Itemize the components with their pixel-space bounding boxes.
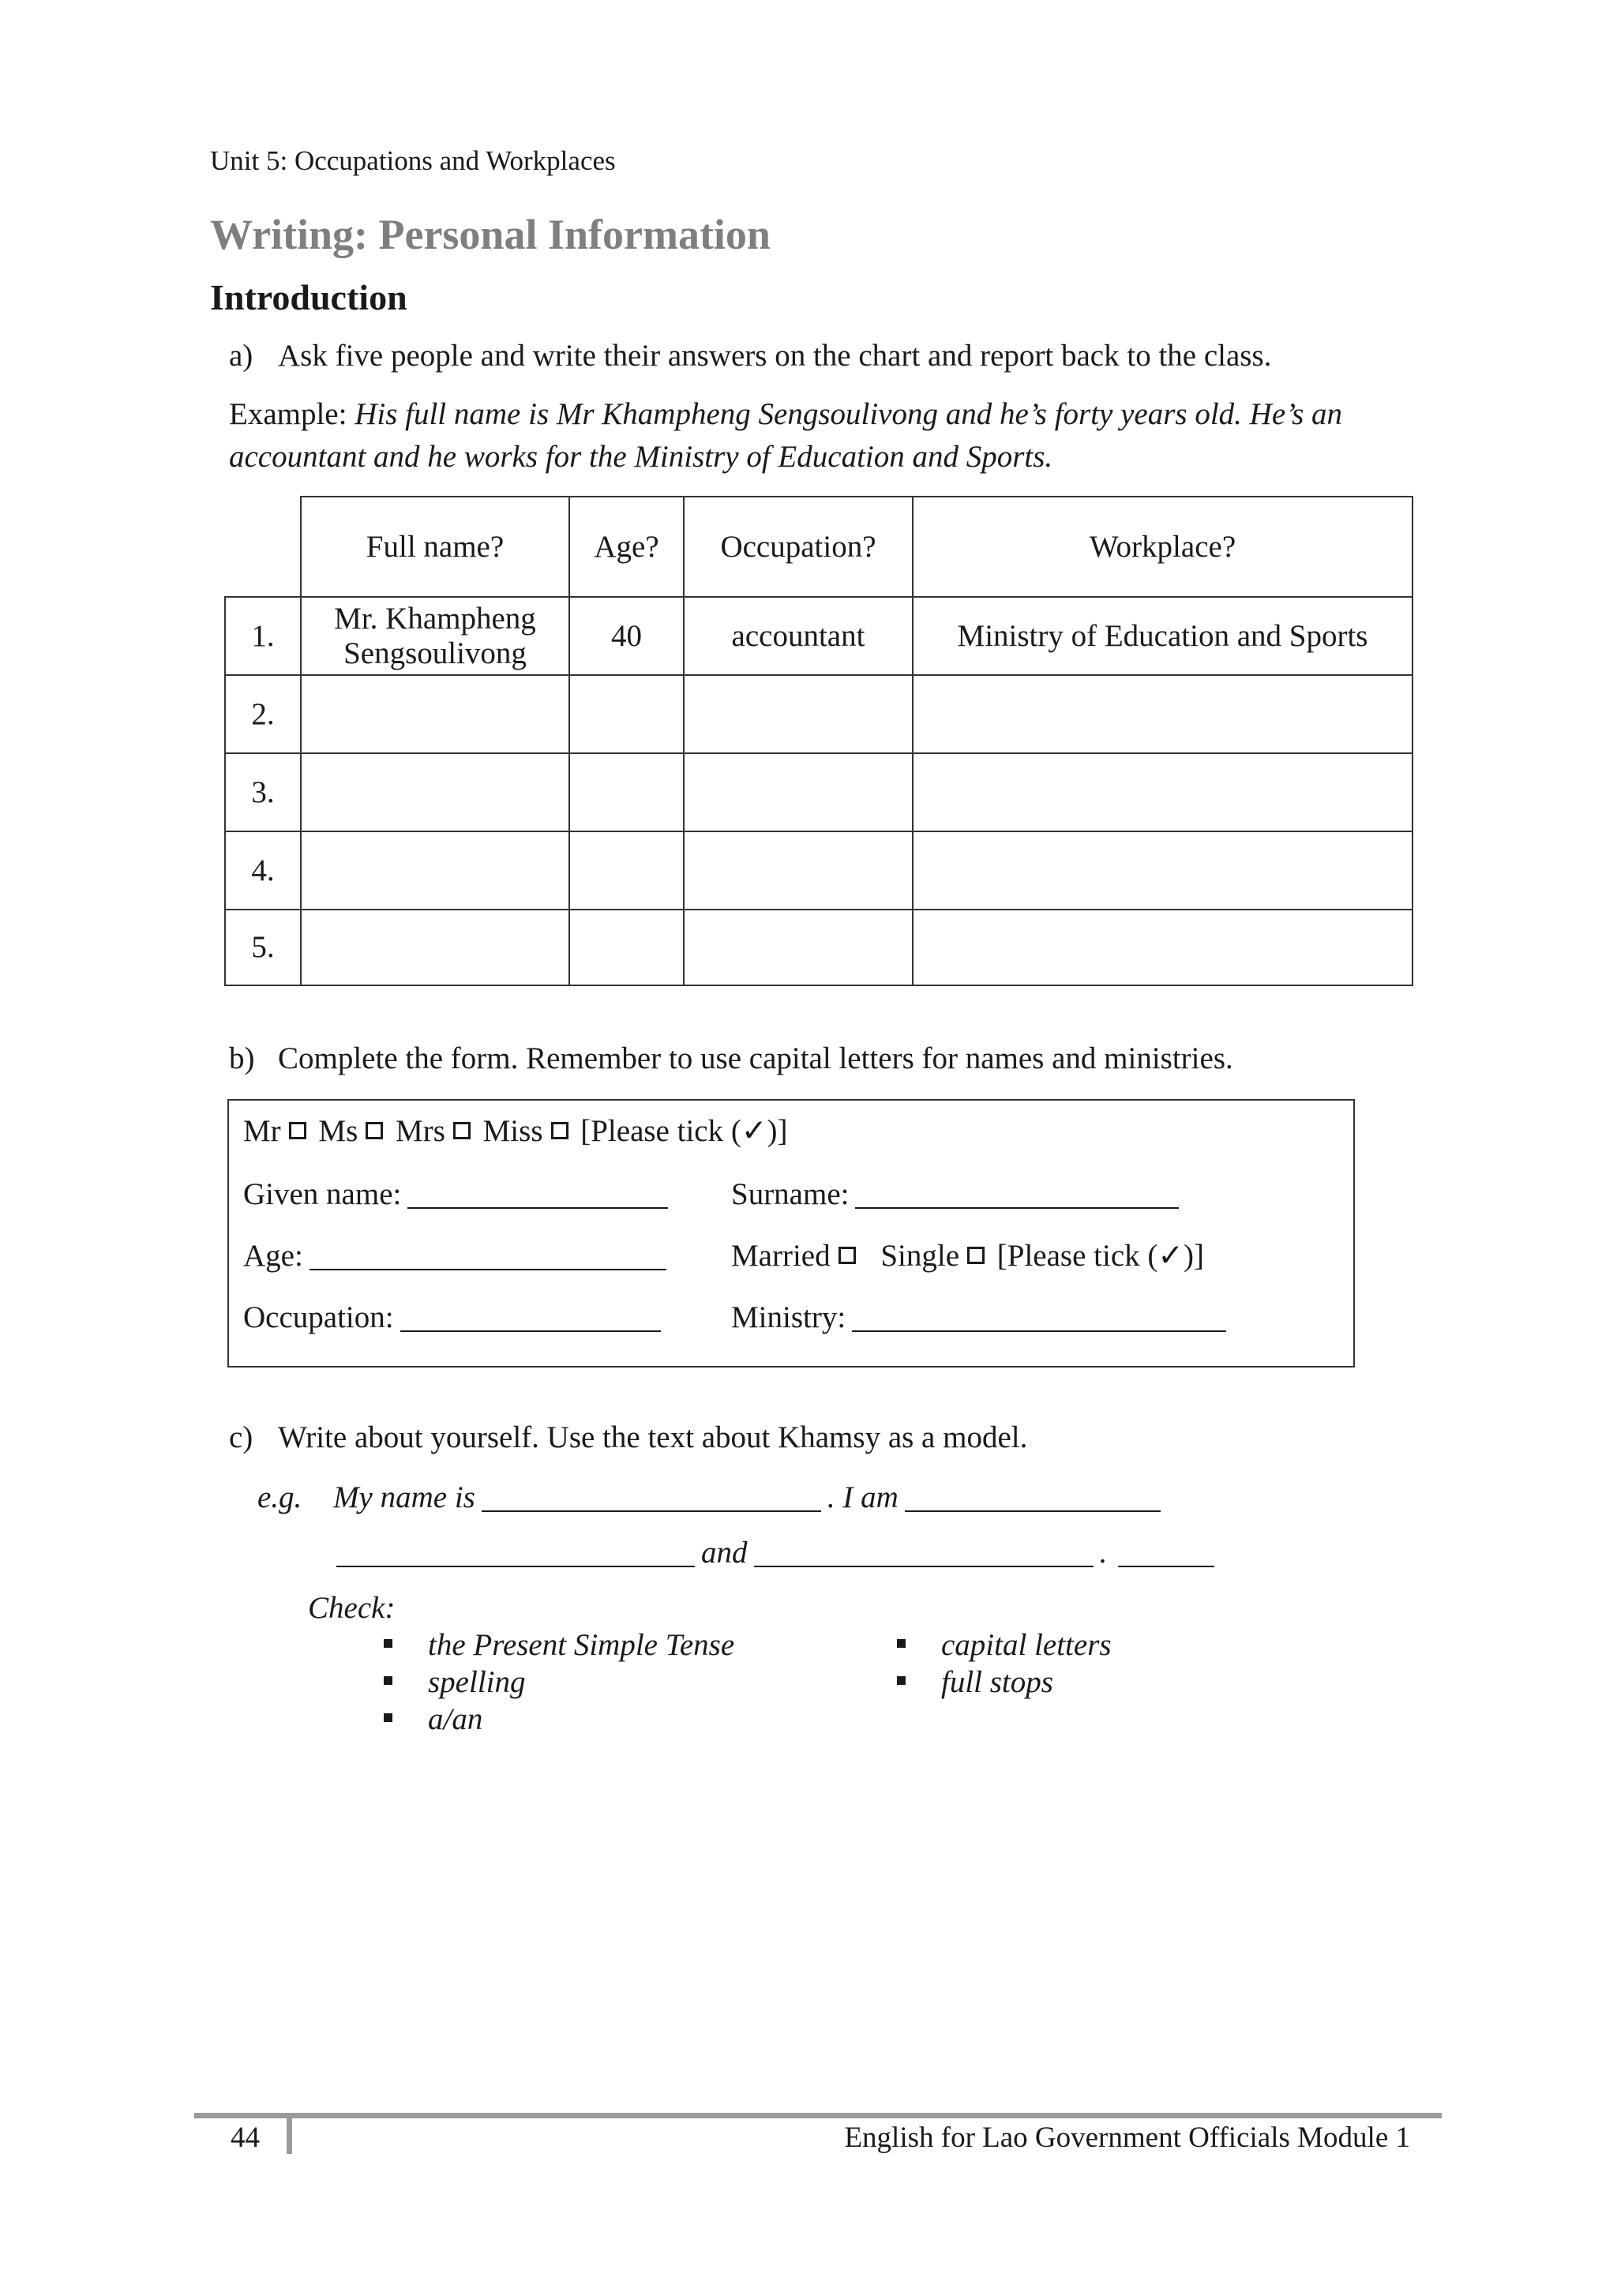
title-mr-label: Mr — [243, 1114, 281, 1148]
given-name-field[interactable] — [407, 1184, 668, 1209]
title-ms-checkbox[interactable] — [366, 1122, 383, 1139]
occupation-label: Occupation: — [243, 1300, 394, 1334]
model-line-2 — [336, 1535, 1221, 1570]
age-field[interactable] — [310, 1245, 666, 1270]
occupation-blank[interactable] — [336, 1542, 695, 1567]
ministry-label: Ministry: — [731, 1300, 846, 1334]
part-a-instruction — [229, 338, 1271, 373]
surname-field[interactable] — [855, 1184, 1179, 1209]
row-number: 1. — [224, 596, 302, 676]
cell-occupation[interactable] — [683, 831, 914, 910]
surname-label: Surname: — [731, 1177, 850, 1211]
cell-full-name[interactable] — [300, 752, 570, 832]
list-item: a/an — [428, 1701, 734, 1739]
cell-occupation: accountant — [683, 596, 914, 676]
title-mrs-label: Mrs — [396, 1114, 445, 1148]
header-full-name: Full name? — [300, 496, 570, 598]
check-list-left — [428, 1627, 734, 1739]
age-row — [243, 1238, 666, 1274]
cell-occupation[interactable] — [683, 752, 914, 832]
footer-divider — [287, 2113, 292, 2154]
header-workplace: Workplace? — [912, 496, 1413, 598]
cell-age: 40 — [568, 596, 685, 676]
footer-rule — [194, 2113, 1442, 2118]
header-age: Age? — [568, 496, 685, 598]
age-blank[interactable] — [905, 1487, 1161, 1512]
model-line-1 — [257, 1480, 1167, 1515]
surname-row — [731, 1176, 1179, 1212]
marital-tick-note: [Please tick (✓)] — [996, 1239, 1205, 1273]
model-text-2: . I am — [827, 1480, 899, 1514]
cell-age[interactable] — [568, 674, 685, 754]
bullet-icon — [897, 1676, 906, 1685]
part-c-text: Write about yourself. Use the text about Khamsy as a model. — [278, 1420, 1028, 1454]
part-c-label: c) — [229, 1420, 253, 1454]
cell-workplace[interactable] — [912, 752, 1413, 832]
personal-info-form — [227, 1099, 1355, 1367]
example-paragraph — [229, 393, 1445, 478]
bullet-icon — [897, 1639, 906, 1648]
section-heading: Introduction — [210, 277, 407, 317]
cell-full-name[interactable] — [300, 909, 570, 986]
page-number: 44 — [231, 2122, 260, 2154]
model-text-3: and — [701, 1536, 748, 1570]
marital-row — [731, 1238, 1204, 1274]
example-label: Example: — [229, 397, 347, 431]
page-title: Writing: Personal Information — [210, 211, 771, 258]
cell-age[interactable] — [568, 831, 685, 910]
cell-workplace[interactable] — [912, 831, 1413, 910]
cell-workplace[interactable] — [912, 909, 1413, 986]
list-item: full stops — [941, 1664, 1112, 1701]
ministry-row — [731, 1300, 1226, 1335]
title-miss-checkbox[interactable] — [551, 1122, 568, 1139]
example-text: His full name is Mr Khampheng Sengsoulivong and he’s forty years old. He’s an accountant and he works for the Ministry of Education and Sports. — [229, 397, 1343, 474]
part-c-instruction — [229, 1420, 1027, 1455]
single-label: Single — [880, 1239, 960, 1273]
cell-occupation[interactable] — [683, 909, 914, 986]
part-a-label: a) — [229, 339, 253, 373]
book-title: English for Lao Government Officials Module 1 — [844, 2122, 1410, 2154]
title-row — [243, 1113, 788, 1149]
part-b-text: Complete the form. Remember to use capital letters for names and ministries. — [278, 1041, 1233, 1075]
model-text-1: My name is — [333, 1480, 475, 1514]
row-number: 4. — [224, 831, 302, 910]
list-item: capital letters — [941, 1627, 1112, 1664]
eg-label: e.g. — [257, 1480, 302, 1514]
cell-age[interactable] — [568, 909, 685, 986]
title-mrs-checkbox[interactable] — [453, 1122, 471, 1139]
title-ms-label: Ms — [318, 1114, 358, 1148]
bullet-icon — [384, 1639, 392, 1648]
age-label: Age: — [243, 1239, 303, 1273]
model-text-4: . — [1099, 1536, 1108, 1570]
row-number: 2. — [224, 674, 302, 754]
check-list-right — [941, 1627, 1112, 1701]
answer-chart — [224, 496, 1413, 986]
header-occupation: Occupation? — [683, 496, 914, 598]
part-b-instruction — [229, 1041, 1233, 1076]
bullet-icon — [384, 1676, 392, 1685]
name-blank[interactable] — [482, 1487, 821, 1512]
check-label: Check: — [308, 1591, 396, 1625]
cell-age[interactable] — [568, 752, 685, 832]
extra-blank[interactable] — [1118, 1542, 1214, 1567]
workplace-blank[interactable] — [754, 1542, 1094, 1567]
ministry-field[interactable] — [852, 1307, 1226, 1332]
running-head: Unit 5: Occupations and Workplaces — [210, 145, 616, 176]
given-name-row — [243, 1176, 668, 1212]
married-checkbox[interactable] — [839, 1247, 856, 1264]
occupation-field[interactable] — [400, 1307, 661, 1332]
cell-workplace[interactable] — [912, 674, 1413, 754]
given-name-label: Given name: — [243, 1177, 402, 1211]
cell-occupation[interactable] — [683, 674, 914, 754]
list-item: the Present Simple Tense — [428, 1627, 734, 1664]
part-a-text: Ask five people and write their answers on the chart and report back to the class. — [278, 339, 1272, 373]
tick-note: [Please tick (✓)] — [580, 1114, 788, 1148]
list-item: spelling — [428, 1664, 734, 1701]
cell-workplace: Ministry of Education and Sports — [912, 596, 1413, 676]
cell-full-name[interactable] — [300, 831, 570, 910]
row-number: 5. — [224, 909, 302, 986]
cell-full-name: Mr. Khampheng Sengsoulivong — [300, 596, 570, 676]
title-mr-checkbox[interactable] — [289, 1122, 306, 1139]
single-checkbox[interactable] — [967, 1247, 985, 1264]
title-miss-label: Miss — [482, 1114, 543, 1148]
occupation-row — [243, 1300, 661, 1335]
row-number: 3. — [224, 752, 302, 832]
bullet-icon — [384, 1713, 392, 1722]
part-b-label: b) — [229, 1041, 255, 1075]
cell-full-name[interactable] — [300, 674, 570, 754]
married-label: Married — [731, 1239, 831, 1273]
